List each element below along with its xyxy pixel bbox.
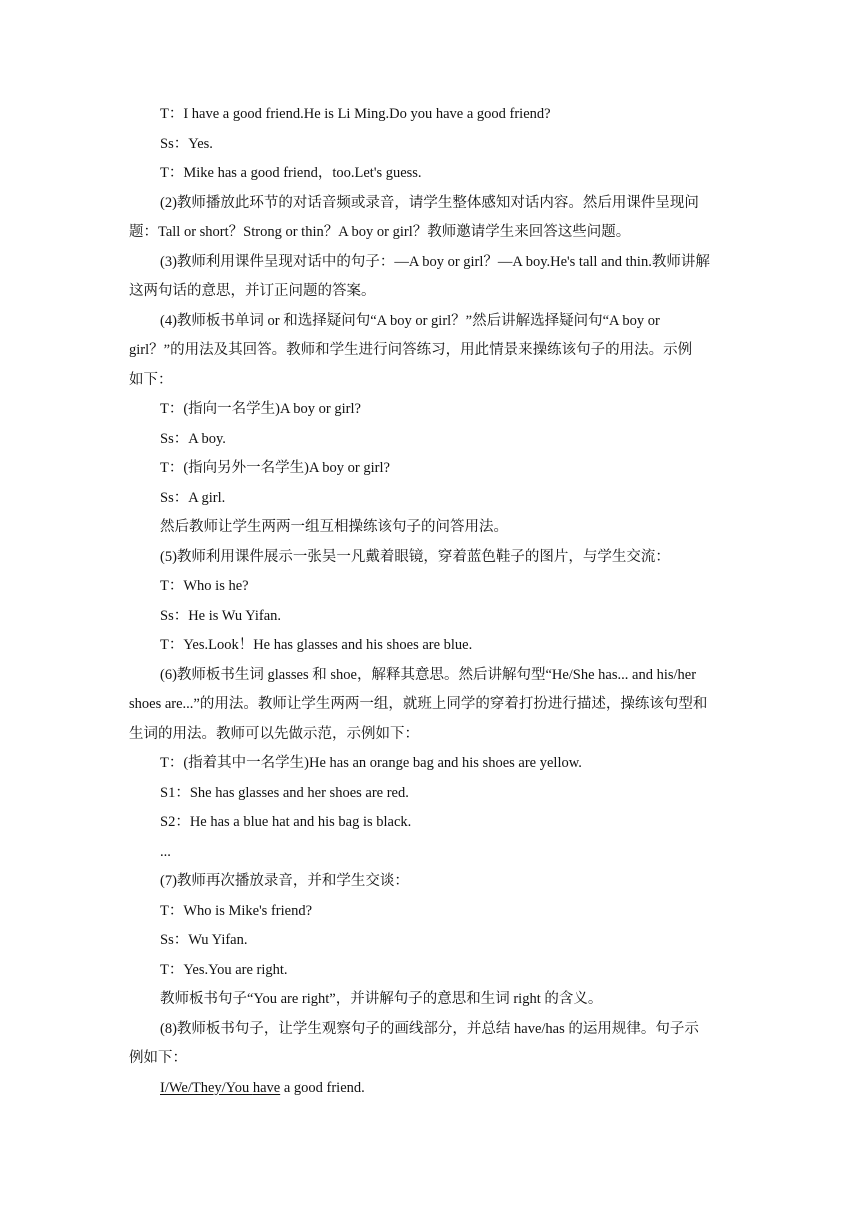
dialog-line: Ss：Wu Yifan. xyxy=(160,932,248,948)
dialog-line: T：Mike has a good friend，too.Let's guess. xyxy=(160,165,422,181)
dialog-line: T：I have a good friend.He is Li Ming.Do you have a good friend? xyxy=(160,106,551,122)
paragraph-line: 如下： xyxy=(129,371,173,388)
paragraph-step-3 xyxy=(129,248,733,307)
example-subject: I/We/They/You xyxy=(160,1079,253,1096)
paragraph-line: (2)教师播放此环节的对话音频或录音，请学生整体感知对话内容。然后用课件呈现问 xyxy=(160,194,699,211)
instruction-line: 然后教师让学生两两一组互相操练该句子的问答用法。 xyxy=(160,519,508,535)
paragraph-line: (6)教师板书生词 glasses 和 shoe，解释其意思。然后讲解句型“He/She has... and his/her xyxy=(160,666,697,683)
dialog-line: Ss：Yes. xyxy=(160,135,213,152)
paragraph-step-2 xyxy=(129,189,733,248)
dialog-line: Ss：A boy. xyxy=(160,430,226,447)
paragraph-line: (8)教师板书句子，让学生观察句子的画线部分，并总结 have/has 的运用规律。句子示 xyxy=(160,1020,699,1037)
dialog-line: T：(指向另外一名学生)A boy or girl? xyxy=(160,460,390,476)
paragraph-line: 题：Tall or short？Strong or thin？A boy or girl？教师邀请学生来回答这些问题。 xyxy=(129,224,631,240)
paragraph-step-6 xyxy=(129,661,733,750)
paragraph-step-7: (7)教师再次播放录音，并和学生交谈： xyxy=(160,873,409,889)
instruction-line: 教师板书句子“You are right”，并讲解句子的意思和生词 right 的含义。 xyxy=(160,991,603,1007)
dialog-line: T：(指着其中一名学生)He has an orange bag and his shoes are yellow. xyxy=(160,755,582,771)
dialog-line: S2：He has a blue hat and his bag is black. xyxy=(160,814,412,830)
paragraph-line: girl？”的用法及其回答。教师和学生进行问答练习，用此情景来操练该句子的用法。示例 xyxy=(129,342,693,358)
dialog-line: T：Who is he? xyxy=(160,578,249,594)
dialog-line: Ss：A girl. xyxy=(160,489,226,506)
dialog-line: T：Who is Mike's friend? xyxy=(160,902,313,919)
example-verb: have xyxy=(252,1079,281,1096)
paragraph-line: 生词的用法。教师可以先做示范，示例如下： xyxy=(129,725,419,742)
dialog-line: T：Yes.Look！He has glasses and his shoes are blue. xyxy=(160,637,473,653)
document-page xyxy=(129,100,733,1103)
paragraph-line: 这两句话的意思，并订正问题的答案。 xyxy=(129,283,376,299)
dialog-line: S1：She has glasses and her shoes are red. xyxy=(160,784,409,801)
paragraph-line: (4)教师板书单词 or 和选择疑问句“A boy or girl？”然后讲解选择疑问句“A boy or xyxy=(160,312,660,329)
paragraph-step-8 xyxy=(129,1015,733,1074)
paragraph-line: (3)教师利用课件呈现对话中的句子：—A boy or girl？—A boy.He's tall and thin.教师讲解 xyxy=(160,253,710,270)
dialog-line: T：Yes.You are right. xyxy=(160,961,288,978)
paragraph-step-4 xyxy=(129,307,733,396)
paragraph-line: 例如下： xyxy=(129,1050,187,1066)
example-rest: a good friend. xyxy=(280,1079,365,1096)
ellipsis-line: ... xyxy=(160,843,171,860)
paragraph-line: shoes are...”的用法。教师让学生两两一组，就班上同学的穿着打扮进行描述，操练该句型和 xyxy=(129,696,708,712)
paragraph-step-5: (5)教师利用课件展示一张吴一凡戴着眼镜，穿着蓝色鞋子的图片，与学生交流： xyxy=(160,548,670,565)
example-sentence xyxy=(129,1074,733,1104)
dialog-line: Ss：He is Wu Yifan. xyxy=(160,607,282,624)
dialog-line: T：(指向一名学生)A boy or girl? xyxy=(160,401,361,417)
